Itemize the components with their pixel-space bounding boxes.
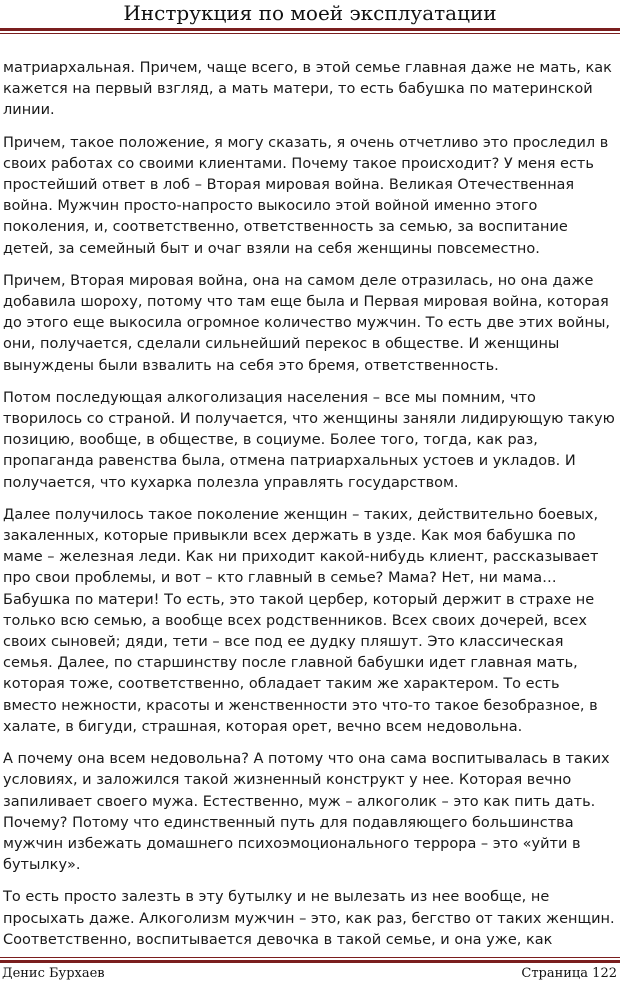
footer-rule-thin [0, 957, 620, 958]
header-rule-thick [0, 28, 620, 31]
header-rule-thin [0, 33, 620, 34]
page-number: Страница 122 [521, 966, 617, 981]
paragraph: То есть просто залезть в эту бутылку и не вылезать из нее вообще, не просыхать даже. Алкоголизм мужчин – это, как раз, бегство от таких женщин. Соответственно, воспитывается девочка в такой семье, и она уже, как [3, 889, 615, 948]
paragraph: Причем, такое положение, я могу сказать, я очень отчетливо это проследил в своих работах со своими клиентами. Почему такое происходит? У меня есть простейший ответ в лоб – Вторая мировая война. Великая Отечественная война. Мужчин просто-напросто выкосило этой войной именно этого поколения, и, соответственно, ответственность за семью, за воспитание детей, за семейный быт и очаг взяли на себя женщины повсеместно. [3, 134, 609, 257]
page-header [0, 0, 620, 28]
paragraph: Потом последующая алкоголизация населения – все мы помним, что творилось со страной. И получается, что женщины заняли лидирующую такую позицию, вообще, в обществе, в социуме. Более того, тогда, как раз, пропаганда равенства была, отмена патриархальных устоев и укладов. И получается, что кухарка полезла управлять государством. [3, 389, 615, 491]
paragraph: Причем, Вторая мировая война, она на самом деле отразилась, но она даже добавила шороху, потому что там еще была и Первая мировая война, которая до этого еще выкосила огромное количество мужчин. То есть две этих войны, они, получается, сделали сильнейший перекос в обществе. И женщины вынуждены были взвалить на себя это бремя, ответственность. [3, 272, 611, 374]
page-footer [0, 966, 620, 986]
paragraph: Далее получилось такое поколение женщин – таких, действительно боевых, закаленных, которые привыкли всех держать в узде. Как моя бабушка по маме – железная леди. Как ни приходит какой-нибудь клиент, рассказывает про свои проблемы, и вот – кто главный в семье? Мама? Нет, ни мама… Бабушка по матери! То есть, это такой цербер, который держит в страхе не только всю семью, а вообще всех родственников. Всех своих дочерей, всех своих сыновей; дяди, тети – все под ее дудку пляшут. Это классическая семья. Далее, по старшинству после главной бабушки идет главная мать, которая тоже, соответственно, обладает таким же характером. То есть вместо нежности, красоты и женственности это что-то такое безобразное, в халате, в бигуди, страшная, которая орет, вечно всем недовольна. [3, 506, 599, 735]
document-title: Инструкция по моей эксплуатации [123, 1, 497, 25]
page-body [3, 58, 617, 962]
author-name: Денис Бурхаев [2, 966, 105, 981]
paragraph: А почему она всем недовольна? А потому что она сама воспитывалась в таких условиях, и заложился такой жизненный конструкт у нее. Которая вечно запиливает своего мужа. Естественно, муж – алкоголик – это как пить дать. Почему? Потому что единственный путь для подавляющего большинства мужчин избежать домашнего психоэмоционального террора – это «уйти в бутылку». [3, 751, 610, 874]
paragraph: матриархальная. Причем, чаще всего, в этой семье главная даже не мать, как кажется на первый взгляд, а мать матери, то есть бабушка по материнской линии. [3, 60, 612, 119]
footer-rule-thick [0, 960, 620, 963]
